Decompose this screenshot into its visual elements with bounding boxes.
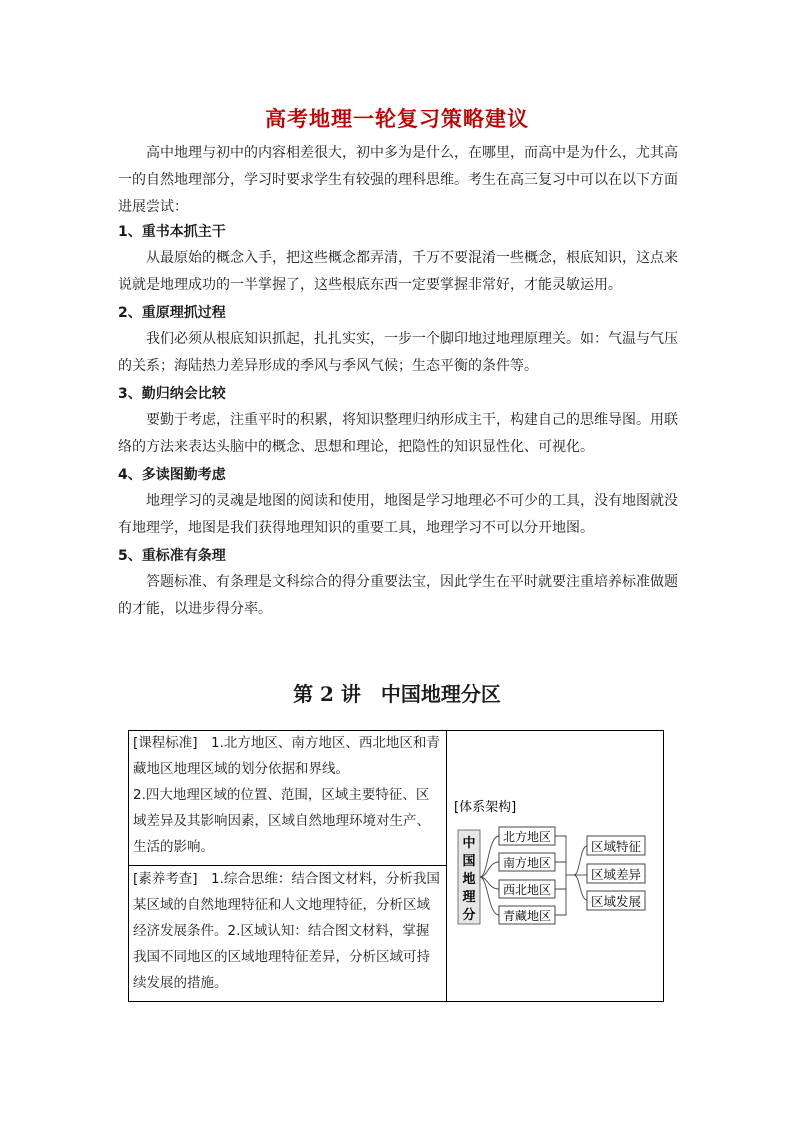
course-standard-text: [课程标准] 1.北方地区、南方地区、西北地区和青藏地区地理区域的划分依据和界线。: [133, 735, 440, 777]
literacy-text: [素养考查] 1.综合思维：结合图文材料，分析我国某区域的自然地理特征和人文地理特征，分析区域经济发展条件。2.区域认知：结合图文材料，掌握我国不同地区的区域地理特征差异，分析区域可持续发展的措施。: [133, 871, 440, 991]
section-4-heading: 4、多读图勤考虑: [118, 467, 226, 483]
course-standard-text-2: 2.四大地理区域的位置、范围，区域主要特征、区域差异及其影响因素，区域自然地理环境对生产、生活的影响。: [133, 787, 430, 855]
aspect-differences: 区域差异: [590, 867, 642, 882]
region-northwest: 西北地区: [502, 883, 552, 897]
table-divider-vertical: [446, 730, 447, 1002]
framework-root-char-5: 分: [462, 908, 476, 923]
section-5-heading: 5、重标准有条理: [118, 548, 226, 564]
framework-root-char-3: 地: [462, 872, 476, 887]
section-2-heading: 2、重原理抓过程: [118, 305, 226, 321]
connector-root-1: [480, 836, 499, 877]
connector-regions-bracket: [555, 836, 566, 915]
connector-aspect-1: [574, 846, 587, 875]
region-tibet: 青藏地区: [502, 909, 552, 923]
connector-root-4: [480, 877, 499, 915]
framework-label: [体系架构]: [454, 800, 517, 815]
region-south: 南方地区: [502, 856, 552, 870]
section-4-body: 地理学习的灵魂是地图的阅读和使用，地图是学习地理必不可少的工具，没有地图就没有地理学，地图是我们获得地理知识的重要工具，地理学习不可以分开地图。: [118, 493, 678, 536]
lesson-title: 第 2 讲 中国地理分区: [293, 682, 501, 706]
section-3-body: 要勤于考虑，注重平时的积累，将知识整理归纳形成主干，构建自己的思维导图。用联络的方法来表达头脑中的概念、思想和理论，把隐性的知识显性化、可视化。: [118, 412, 678, 455]
page-title: 高考地理一轮复习策略建议: [265, 107, 529, 131]
section-1-heading: 1、重书本抓主干: [118, 224, 226, 240]
aspect-features: 区域特征: [590, 839, 642, 854]
section-5-body: 答题标准、有条理是文科综合的得分重要法宝，因此学生在平时就要注重培养标准做题的才能，以进步得分率。: [118, 574, 678, 617]
framework-root-char-2: 国: [462, 854, 476, 869]
framework-root-char-4: 理: [462, 890, 476, 905]
framework-root-char-1: 中: [462, 836, 476, 851]
section-3-heading: 3、勤归纳会比较: [118, 386, 226, 402]
section-1-body: 从最原始的概念入手，把这些概念都弄清，千万不要混淆一些概念，根底知识，这点来说就是地理成功的一半掌握了，这些根底东西一定要掌握非常好，才能灵敏运用。: [118, 250, 678, 293]
connector-aspect-3: [574, 875, 587, 900]
aspect-development: 区域发展: [590, 894, 642, 909]
framework-diagram: [450, 795, 662, 935]
region-north: 北方地区: [502, 830, 552, 844]
intro-paragraph: 高中地理与初中的内容相差很大，初中多为是什么，在哪里，而高中是为什么，尤其高一的自然地理部分，学习时要求学生有较强的理科思维。考生在高三复习中可以在以下方面进展尝试：: [118, 145, 678, 215]
section-2-body: 我们必须从根底知识抓起，扎扎实实，一步一个脚印地过地理原理关。如：气温与气压的关系；海陆热力差异形成的季风与季风气候；生态平衡的条件等。: [118, 331, 678, 374]
